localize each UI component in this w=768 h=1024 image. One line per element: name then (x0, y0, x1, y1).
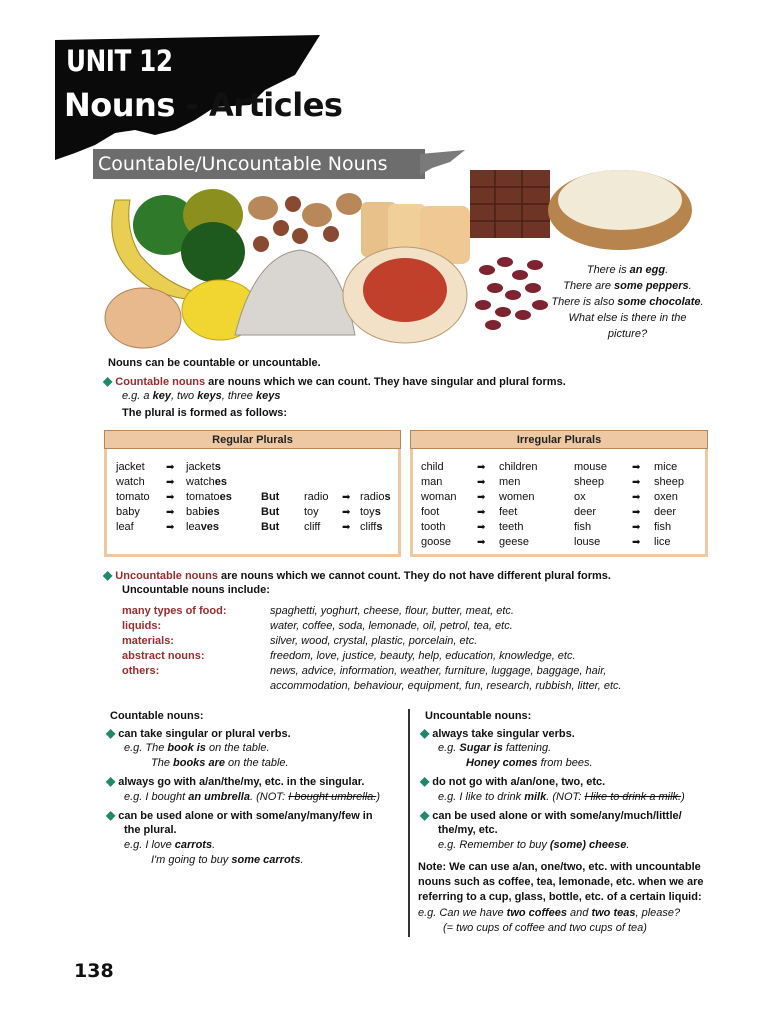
irregular-plural-row: louse ➡ lice (574, 536, 671, 548)
uncountable-include: Uncountable nouns include: (122, 584, 270, 596)
right-arrow-icon: ➡ (632, 507, 641, 518)
caption-line-5: picture? (607, 328, 648, 340)
diamond-bullet-icon: ◆ (106, 726, 116, 740)
uncountable-category-row: accommodation, behaviour, equipment, fun, research, rubbish, litter, etc. (270, 680, 622, 692)
intro-line: Nouns can be countable or uncountable. (108, 357, 321, 369)
regular-plurals-list (116, 460, 232, 535)
countable-rule-1-example-1: e.g. The book is on the table. (124, 742, 270, 754)
regular-plural-row: watch ➡ watches (116, 476, 227, 488)
diamond-bullet-icon: ◆ (103, 374, 113, 388)
right-arrow-icon: ➡ (632, 492, 641, 503)
right-arrow-icon: ➡ (477, 507, 486, 518)
countable-definition: ◆ Countable nouns are nouns which we can count. They have singular and plural forms. (103, 374, 566, 388)
uncountable-rule-2-example: e.g. I like to drink milk. (NOT: I like to drink a milk.) (438, 791, 685, 803)
right-arrow-icon: ➡ (632, 537, 641, 548)
uncountable-rule-2: ◆ do not go with a/an/one, two, etc. (420, 774, 606, 788)
irregular-plural-row: tooth ➡ teeth (421, 521, 524, 533)
caption-line-1: There is an egg. (586, 264, 669, 276)
diamond-bullet-icon: ◆ (420, 808, 430, 822)
exception-row: But toy ➡ toys (261, 506, 381, 518)
caption-line-3: There is also some chocolate. (551, 296, 704, 308)
regular-plural-row: tomato ➡ tomatoes (116, 491, 232, 503)
regular-plurals-exceptions (261, 490, 391, 535)
uncountable-rule-1: ◆ always take singular verbs. (420, 726, 575, 740)
diamond-bullet-icon: ◆ (106, 774, 116, 788)
page-number: 138 (74, 960, 114, 982)
note-example: e.g. Can we have two coffees and two teas, please? (418, 907, 681, 919)
exception-row: But cliff ➡ cliffs (261, 521, 383, 533)
right-arrow-icon: ➡ (477, 477, 486, 488)
right-arrow-icon: ➡ (632, 462, 641, 473)
irregular-plurals-col1 (421, 460, 538, 550)
diamond-bullet-icon: ◆ (103, 568, 113, 582)
uncountable-category-row: many types of food: spaghetti, yoghurt, cheese, flour, butter, meat, etc. (122, 605, 514, 617)
diamond-bullet-icon: ◆ (420, 774, 430, 788)
section-title: Countable/Uncountable Nouns (93, 149, 425, 179)
right-arrow-icon: ➡ (342, 507, 351, 518)
unit-label: UNIT 12 (66, 44, 173, 78)
countable-rule-1-example-2: The books are on the table. (151, 757, 289, 769)
uncountable-rule-3-line-2: the/my, etc. (438, 824, 498, 836)
countable-rule-2-example: e.g. I bought an umbrella. (NOT: I bought umbrella.) (124, 791, 380, 803)
uncountable-column-heading: Uncountable nouns: (425, 710, 532, 722)
right-arrow-icon: ➡ (477, 522, 486, 533)
right-arrow-icon: ➡ (632, 522, 641, 533)
unit-title-separator: - (174, 86, 209, 124)
countable-rule-3-example-1: e.g. I love carrots. (124, 839, 216, 851)
regular-plural-row: jacket ➡ jackets (116, 461, 221, 473)
note-line-3: referring to a cup, glass, bottle, etc. of a certain liquid: (418, 891, 702, 903)
irregular-plural-row: goose ➡ geese (421, 536, 529, 548)
countable-example: e.g. a key, two keys, three keys (122, 390, 281, 402)
uncountable-rule-1-example-1: e.g. Sugar is fattening. (438, 742, 552, 754)
caption-line-2: There are some peppers. (563, 280, 692, 292)
diamond-bullet-icon: ◆ (420, 726, 430, 740)
uncountable-rule-3: ◆ can be used alone or with some/any/much/little/ (420, 808, 682, 822)
irregular-plural-row: woman ➡ women (421, 491, 535, 503)
note-example-2: (= two cups of coffee and two cups of tea) (443, 922, 647, 934)
right-arrow-icon: ➡ (477, 492, 486, 503)
countable-rule-1: ◆ can take singular or plural verbs. (106, 726, 291, 740)
egg-illustration (105, 288, 181, 348)
irregular-plural-row: fish ➡ fish (574, 521, 672, 533)
uncountable-category-row: others: news, advice, information, weather, furniture, luggage, baggage, hair, (122, 665, 607, 677)
right-arrow-icon: ➡ (166, 507, 175, 518)
right-arrow-icon: ➡ (166, 477, 175, 488)
plural-rule-line: The plural is formed as follows: (122, 407, 288, 419)
regular-plural-row: leaf ➡ leaves (116, 521, 220, 533)
uncountable-rule-1-example-2: Honey comes from bees. (466, 757, 593, 769)
uncountable-category-row: liquids: water, coffee, soda, lemonade, oil, petrol, tea, etc. (122, 620, 513, 632)
countable-rule-3: ◆ can be used alone or with some/any/many/few in (106, 808, 373, 822)
note-line-2: nouns such as coffee, tea, lemonade, etc. when we are (418, 876, 704, 888)
uncountable-definition: ◆ Uncountable nouns are nouns which we cannot count. They do not have different plural forms. (103, 568, 611, 582)
note-line-1: Note: We can use a/an, one/two, etc. with uncountable (418, 861, 701, 873)
irregular-plural-row: foot ➡ feet (421, 506, 518, 518)
right-arrow-icon: ➡ (342, 522, 351, 533)
picture-caption (520, 262, 735, 342)
right-arrow-icon: ➡ (632, 477, 641, 488)
unit-title-part1: Nouns (64, 86, 175, 124)
column-divider (408, 709, 410, 937)
diamond-bullet-icon: ◆ (106, 808, 116, 822)
regular-plurals-header: Regular Plurals (104, 430, 401, 449)
uncountable-rule-3-example: e.g. Remember to buy (some) cheese. (438, 839, 630, 851)
right-arrow-icon: ➡ (166, 522, 175, 533)
uncountable-category-row: abstract nouns: freedom, love, justice, beauty, help, education, knowledge, etc. (122, 650, 576, 662)
countable-column-heading: Countable nouns: (110, 710, 204, 722)
countable-rule-3-example-2: I'm going to buy some carrots. (151, 854, 304, 866)
right-arrow-icon: ➡ (166, 492, 175, 503)
irregular-plural-row: mouse ➡ mice (574, 461, 678, 473)
right-arrow-icon: ➡ (477, 537, 486, 548)
irregular-plural-row: sheep ➡ sheep (574, 476, 684, 488)
uncountable-categories (122, 604, 622, 694)
countable-rule-3-line-2: the plural. (124, 824, 177, 836)
countable-rule-2: ◆ always go with a/an/the/my, etc. in the singular. (106, 774, 365, 788)
uncountable-category-row: materials: silver, wood, crystal, plastic, porcelain, etc. (122, 635, 478, 647)
unit-title-part2: Articles (208, 86, 343, 124)
caption-line-4: What else is there in the (568, 312, 687, 324)
irregular-plural-row: man ➡ men (421, 476, 521, 488)
right-arrow-icon: ➡ (166, 462, 175, 473)
irregular-plurals-col2 (574, 460, 684, 550)
irregular-plural-row: ox ➡ oxen (574, 491, 678, 503)
regular-plural-row: baby ➡ babies (116, 506, 220, 518)
irregular-plural-row: deer ➡ deer (574, 506, 677, 518)
irregular-plural-row: child ➡ children (421, 461, 538, 473)
exception-row: But radio ➡ radios (261, 491, 391, 503)
right-arrow-icon: ➡ (477, 462, 486, 473)
right-arrow-icon: ➡ (342, 492, 351, 503)
flour-illustration (235, 250, 355, 335)
unit-title (64, 86, 342, 124)
irregular-plurals-header: Irregular Plurals (410, 430, 708, 449)
